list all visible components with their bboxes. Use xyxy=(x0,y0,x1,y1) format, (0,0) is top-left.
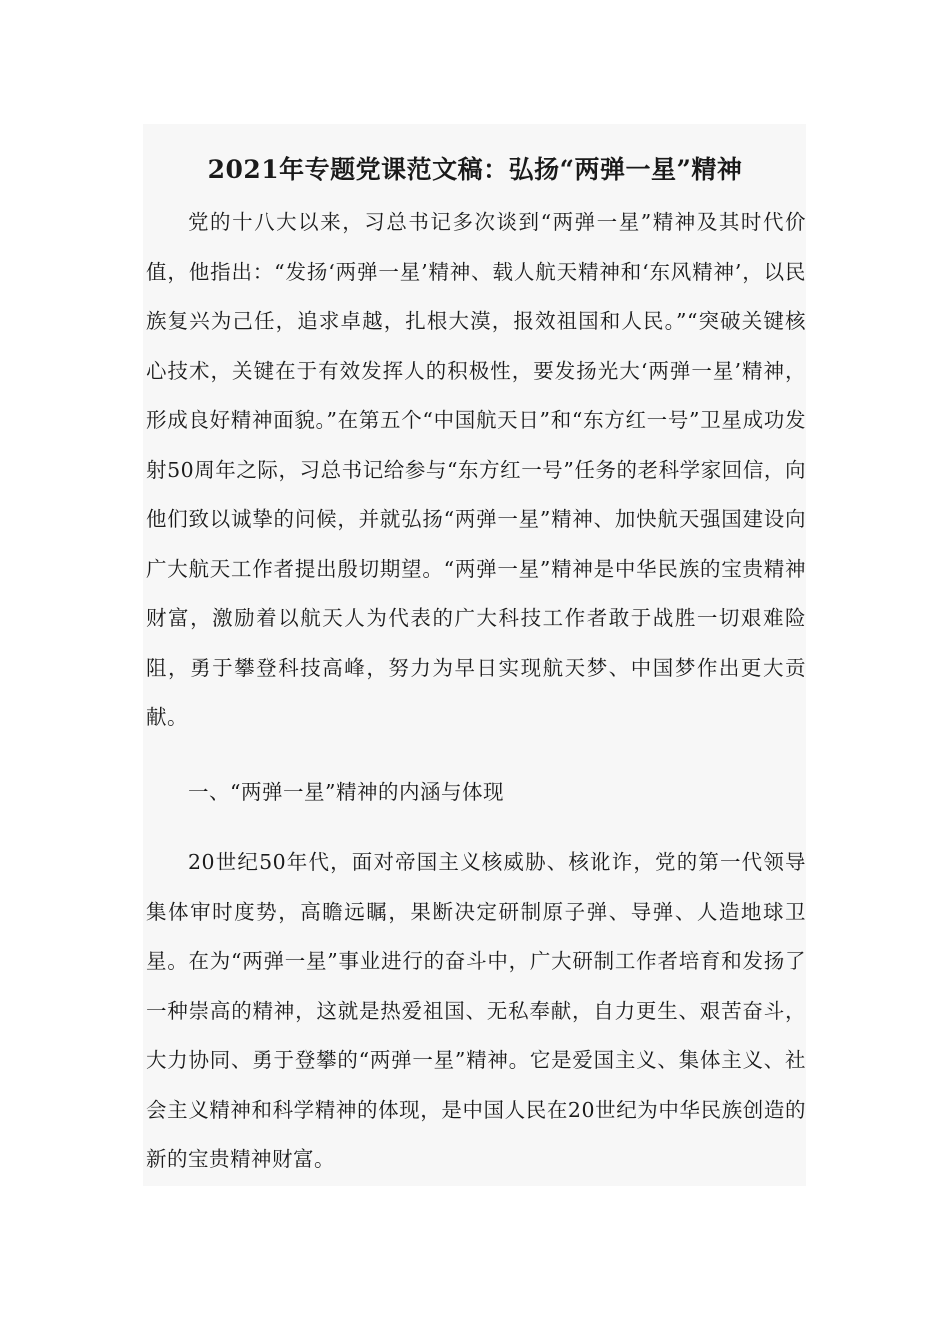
body-paragraph: 20世纪50年代，面对帝国主义核威胁、核讹诈，党的第一代领导集体审时度势，高瞻远瞩，果断决定研制原子弹、导弹、人造地球卫星。在为“两弹一星”事业进行的奋斗中，广大研制工作者培育和发扬了一种崇高的精神，这就是热爱祖国、无私奉献，自力更生、艰苦奋斗，大力协同、勇于登攀的“两弹一星”精神。它是爱国主义、集体主义、社会主义精神和科学精神的体现，是中国人民在20世纪为中华民族创造的新的宝贵精神财富。 xyxy=(146,850,806,1171)
intro-paragraph: 党的十八大以来，习总书记多次谈到“两弹一星”精神及其时代价值，他指出：“发扬‘两弹一星’精神、载人航天精神和‘东风精神’，以民族复兴为己任，追求卓越，扎根大漠，报效祖国和人民。”“突破关键核心技术，关键在于有效发挥人的积极性，要发扬光大‘两弹一星’精神，形成良好精神面貌。”在第五个“中国航天日”和“东方红一号”卫星成功发射50周年之际，习总书记给参与“东方红一号”任务的老科学家回信，向他们致以诚挚的问候，并就弘扬“两弹一星”精神、加快航天强国建设向广大航天工作者提出殷切期望。“两弹一星”精神是中华民族的宝贵精神财富，激励着以航天人为代表的广大科技工作者敢于战胜一切艰难险阻，勇于攀登科技高峰，努力为早日实现航天梦、中国梦作出更大贡献。 xyxy=(146,210,806,729)
document-title: 2021年专题党课范文稿：弘扬“两弹一星”精神 xyxy=(207,154,743,184)
section-heading: 一、“两弹一星”精神的内涵与体现 xyxy=(188,780,504,804)
